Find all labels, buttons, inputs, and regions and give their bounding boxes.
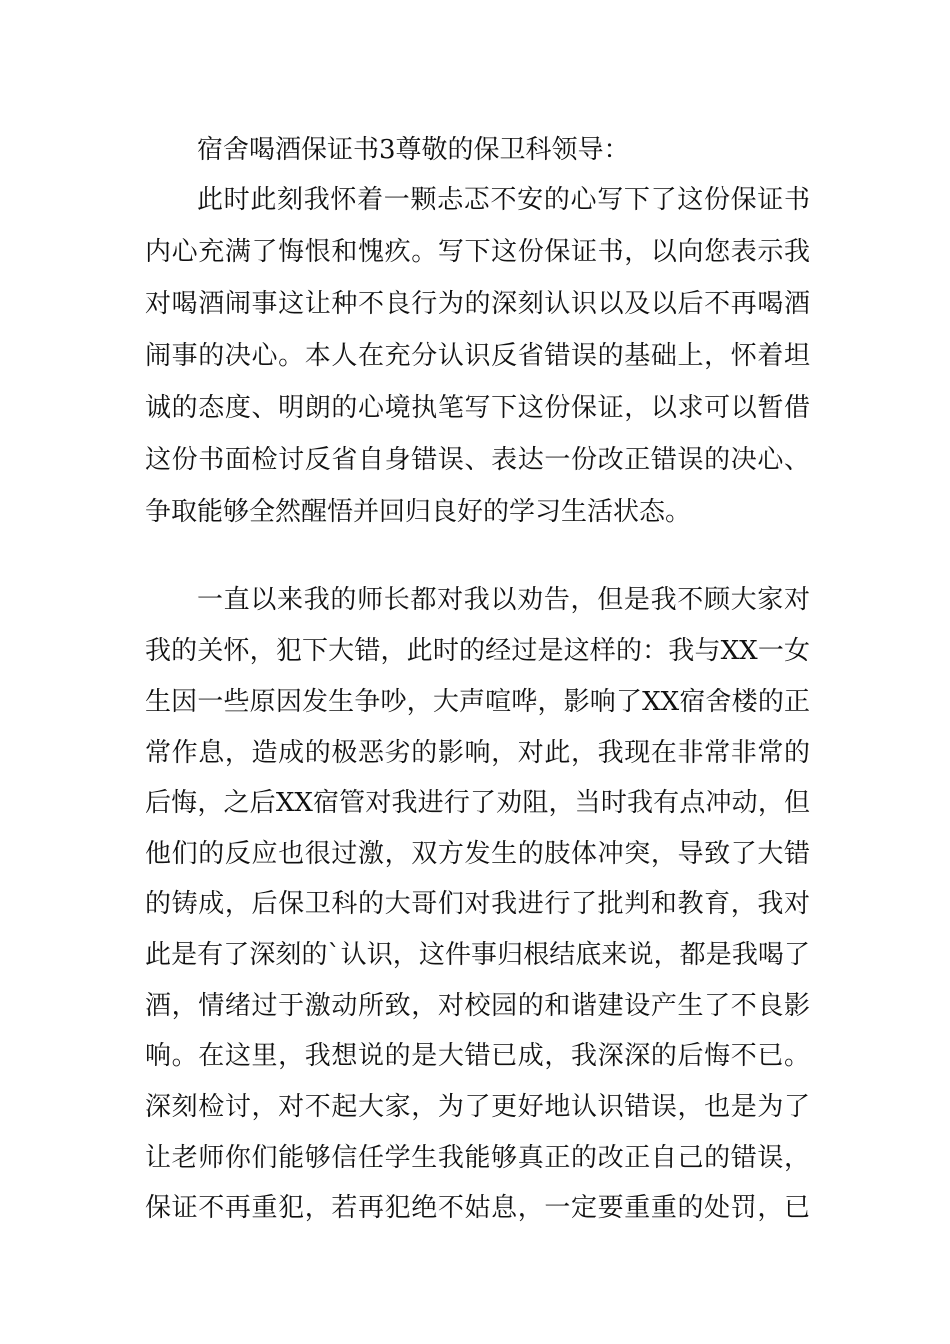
paragraph-2-line-5: 后悔，之后XX宿管对我进行了劝阻，当时我有点冲动，但 bbox=[145, 788, 810, 818]
paragraph-2-line-13: 保证不再重犯，若再犯绝不姑息，一定要重重的处罚，已 bbox=[145, 1193, 810, 1223]
paragraph-2-line-10: 响。在这里，我想说的是大错已成，我深深的后悔不已。 bbox=[145, 1041, 810, 1071]
paragraph-2-line-8: 此是有了深刻的`认识，这件事归根结底来说，都是我喝了 bbox=[145, 940, 810, 970]
paragraph-2-line-1: 一直以来我的师长都对我以劝告，但是我不顾大家对 bbox=[197, 585, 810, 615]
paragraph-1-line-5: 诚的态度、明朗的心境执笔写下这份保证，以求可以暂借 bbox=[145, 393, 810, 423]
paragraph-2-line-11: 深刻检讨，对不起大家，为了更好地认识错误，也是为了 bbox=[145, 1092, 810, 1122]
paragraph-2-line-6: 他们的反应也很过激，双方发生的肢体冲突，导致了大错 bbox=[145, 839, 810, 869]
document-title-line: 宿舍喝酒保证书3尊敬的保卫科领导： bbox=[197, 135, 630, 165]
paragraph-2-line-2: 我的关怀，犯下大错，此时的经过是这样的：我与XX一女 bbox=[145, 636, 810, 666]
paragraph-1-line-6: 这份书面检讨反省自身错误、表达一份改正错误的决心、 bbox=[145, 445, 810, 475]
paragraph-1-line-4: 闹事的决心。本人在充分认识反省错误的基础上，怀着坦 bbox=[145, 341, 810, 371]
paragraph-2-line-4: 常作息，造成的极恶劣的影响，对此，我现在非常非常的 bbox=[145, 738, 810, 768]
paragraph-2-line-3: 生因一些原因发生争吵，大声喧哗，影响了XX宿舍楼的正 bbox=[145, 687, 810, 717]
paragraph-1-line-1: 此时此刻我怀着一颗忐忑不安的心写下了这份保证书 bbox=[197, 185, 810, 215]
paragraph-1-line-7: 争取能够全然醒悟并回归良好的学习生活状态。 bbox=[145, 497, 692, 527]
paragraph-1-line-2: 内心充满了悔恨和愧疚。写下这份保证书，以向您表示我 bbox=[145, 237, 810, 267]
paragraph-2-line-7: 的铸成，后保卫科的大哥们对我进行了批判和教育，我对 bbox=[145, 889, 810, 919]
paragraph-2-line-9: 酒，情绪过于激动所致，对校园的和谐建设产生了不良影 bbox=[145, 991, 810, 1021]
paragraph-1-line-3: 对喝酒闹事这让种不良行为的深刻认识以及以后不再喝酒 bbox=[145, 289, 810, 319]
paragraph-2-line-12: 让老师你们能够信任学生我能够真正的改正自己的错误， bbox=[145, 1143, 810, 1173]
